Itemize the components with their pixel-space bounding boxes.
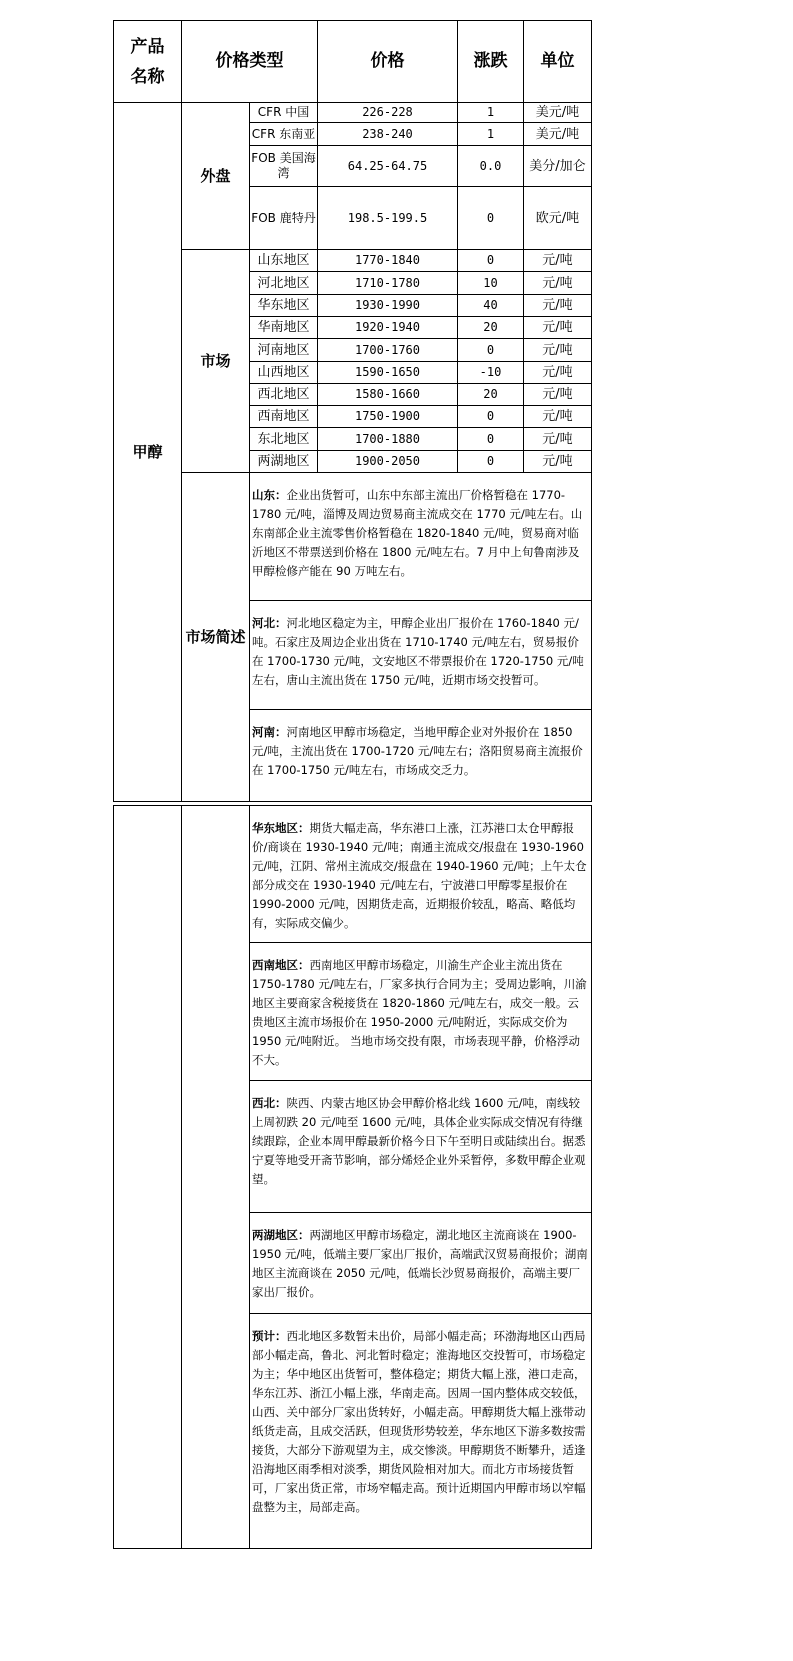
summary-text: 河北地区稳定为主，甲醇企业出厂报价在 1760-1840 元/吨。石家庄及周边企业出货在 1710-1740 元/吨左右，贸易报价在 1700-1730 元/吨，文安地区不带票报价在 1720-1750 元/吨左右，唐山主流出货在 1750 元/吨，近期市场交投暂可。 — [252, 616, 584, 687]
region-cell: 西南地区 — [257, 409, 310, 424]
change-cell: 1 — [486, 105, 495, 119]
unit-cell: 元/吨 — [542, 454, 573, 469]
change-cell: 0 — [486, 409, 495, 423]
table-rule-vertical — [591, 805, 592, 1549]
market-summary-block — [250, 723, 591, 800]
group-market: 市场 — [200, 351, 231, 370]
price-type-cell: CFR 中国 — [257, 105, 310, 119]
unit-cell: 元/吨 — [542, 431, 573, 447]
table-rule-horizontal — [113, 102, 592, 103]
region-cell: 两湖地区 — [257, 454, 310, 469]
market-summary-block — [250, 956, 591, 1079]
price-cell: 238-240 — [362, 126, 413, 141]
change-cell: 1 — [486, 126, 495, 141]
region-cell: 山东地区 — [257, 253, 310, 268]
change-cell: 20 — [483, 387, 498, 401]
region-cell: 河南地区 — [257, 342, 310, 358]
table-rule-horizontal — [249, 1080, 592, 1081]
header-change: 涨跌 — [473, 51, 508, 71]
summary-label: 华东地区： — [252, 821, 310, 835]
table-rule-horizontal — [249, 942, 592, 943]
summary-text: 陕西、内蒙古地区协会甲醇价格北线 1600 元/吨，南线较上周初跌 20 元/吨至 1600 元/吨，具体企业实际成交情况有待继续跟踪，企业本周甲醇最新价格今日下午至明日或陆续出台。据悉宁夏等地受开斋节影响，部分烯烃企业外采暂停，多数甲醇企业观望。 — [252, 1096, 586, 1186]
market-summary-block — [250, 614, 591, 708]
table-rule-vertical — [249, 102, 250, 802]
table-rule-vertical — [591, 20, 592, 802]
price-cell: 1900-2050 — [354, 454, 421, 468]
summary-label: 河南： — [252, 725, 287, 739]
price-cell: 1750-1900 — [354, 409, 421, 423]
change-cell: 0 — [486, 342, 495, 357]
market-summary-block — [250, 819, 591, 941]
header-price-type: 价格类型 — [215, 51, 284, 71]
summary-label: 西北： — [252, 1096, 287, 1110]
price-cell: 226-228 — [362, 105, 413, 119]
price-cell: 1770-1840 — [354, 253, 421, 267]
price-cell: 1580-1660 — [354, 387, 421, 401]
region-cell: 东北地区 — [257, 431, 310, 447]
table-rule-horizontal — [249, 145, 592, 146]
table-rule-horizontal — [113, 805, 592, 806]
change-cell: 0 — [486, 253, 495, 267]
unit-cell: 美分/加仑 — [529, 158, 586, 174]
unit-cell: 元/吨 — [542, 275, 573, 291]
product-name-cell: 甲醇 — [132, 442, 163, 461]
change-cell: 10 — [483, 275, 498, 290]
unit-cell: 元/吨 — [542, 253, 573, 268]
header-unit: 单位 — [540, 51, 575, 71]
price-type-cell: FOB 美国海湾 — [251, 151, 316, 180]
summary-label: 山东： — [252, 488, 287, 502]
table-rule-horizontal — [249, 1212, 592, 1213]
price-cell: 198.5-199.5 — [347, 210, 428, 225]
change-cell: -10 — [479, 365, 502, 379]
table-rule-horizontal — [249, 316, 592, 317]
table-rule-vertical — [523, 20, 524, 473]
table-rule-horizontal — [181, 472, 592, 473]
price-cell: 1930-1990 — [354, 298, 421, 312]
market-summary-block — [250, 1226, 591, 1312]
table-rule-vertical — [181, 20, 182, 802]
table-rule-horizontal — [113, 801, 592, 802]
group-external: 外盘 — [200, 166, 231, 185]
price-type-cell: FOB 鹿特丹 — [251, 210, 316, 225]
region-cell: 西北地区 — [257, 387, 310, 402]
unit-cell: 元/吨 — [542, 298, 573, 313]
table-rule-vertical — [113, 20, 114, 802]
region-cell: 河北地区 — [257, 275, 310, 291]
change-cell: 20 — [483, 320, 498, 334]
change-cell: 0 — [486, 431, 495, 446]
unit-cell: 元/吨 — [542, 409, 573, 424]
change-cell: 0 — [486, 454, 495, 468]
price-cell: 1920-1940 — [354, 320, 421, 334]
summary-text: 期货大幅走高，华东港口上涨，江苏港口太仓甲醇报价/商谈在 1930-1940 元/吨；南通主流成交/报盘在 1930-1960 元/吨，江阴、常州主流成交/报盘在 1940-1960 元/吨；上午太仓部分成交在 1930-1940 元/吨左右，宁波港口甲醇零星报价在 1990-2000 元/吨，因期货走高，近期报价较乱，略高、略低均有，实际成交偏少。 — [252, 821, 587, 930]
group-summary: 市场简述 — [185, 627, 246, 646]
region-cell: 华南地区 — [257, 320, 310, 335]
table-rule-horizontal — [113, 1548, 592, 1549]
table-rule-horizontal — [249, 600, 592, 601]
table-rule-vertical — [317, 20, 318, 473]
table-rule-horizontal — [249, 427, 592, 428]
market-summary-block — [250, 1327, 591, 1547]
change-cell: 0 — [486, 210, 495, 225]
table-rule-vertical — [457, 20, 458, 473]
change-cell: 40 — [483, 298, 498, 312]
table-rule-vertical — [181, 805, 182, 1549]
price-cell: 1590-1650 — [354, 365, 421, 379]
unit-cell: 美元/吨 — [535, 105, 580, 120]
summary-text: 企业出货暂可，山东中东部主流出厂价格暂稳在 1770-1780 元/吨，淄博及周边贸易商主流成交在 1770 元/吨左右。山东南部企业主流零售价格暂稳在 1820-1840 元/吨，贸易商对临沂地区不带票送到价格在 1800 元/吨左右。7 月中上旬鲁南涉及甲醇检修产能在 90 万吨左右。 — [252, 488, 583, 578]
region-cell: 山西地区 — [257, 365, 310, 380]
market-summary-block — [250, 486, 591, 599]
unit-cell: 元/吨 — [542, 387, 573, 402]
header-price: 价格 — [370, 51, 405, 71]
region-cell: 华东地区 — [257, 298, 310, 313]
price-cell: 1700-1760 — [354, 342, 421, 357]
table-rule-horizontal — [249, 186, 592, 187]
price-cell: 64.25-64.75 — [347, 158, 428, 173]
table-rule-vertical — [113, 805, 114, 1549]
summary-label: 预计： — [252, 1329, 287, 1343]
summary-label: 河北： — [252, 616, 287, 630]
change-cell: 0.0 — [479, 158, 502, 173]
table-rule-horizontal — [249, 1313, 592, 1314]
price-cell: 1710-1780 — [354, 275, 421, 290]
unit-cell: 元/吨 — [542, 365, 573, 380]
summary-label: 两湖地区： — [252, 1228, 310, 1242]
price-cell: 1700-1880 — [354, 431, 421, 446]
price-type-cell: CFR 东南亚 — [251, 126, 316, 141]
market-summary-block — [250, 1094, 591, 1211]
summary-label: 西南地区： — [252, 958, 310, 972]
table-rule-horizontal — [249, 122, 592, 123]
unit-cell: 元/吨 — [542, 320, 573, 335]
header-product-name: 产品名称 — [130, 36, 165, 87]
unit-cell: 美元/吨 — [535, 126, 580, 142]
table-rule-horizontal — [249, 294, 592, 295]
table-rule-horizontal — [181, 249, 592, 250]
unit-cell: 欧元/吨 — [535, 210, 580, 226]
summary-text: 西北地区多数暂未出价，局部小幅走高；环渤海地区山西局部小幅走高，鲁北、河北暂时稳定；淮海地区交投暂可，市场稳定为主；华中地区出货暂可，整体稳定；期货大幅上涨，港口走高，华东江苏、浙江小幅上涨，华南走高。因周一国内整体成交较低，山西、关中部分厂家出货转好，小幅走高。甲醇期货大幅上涨带动纸货走高，且成交活跃，但现货形势较差，华东地区下游多数按需接货，大部分下游观望为主，成交惨淡。甲醇期货不断攀升，适逢沿海地区雨季相对淡季，期货风险相对加大。而北方市场接货暂可，厂家出货正常，市场窄幅走高。预计近期国内甲醇市场以窄幅盘整为主，局部走高。 — [252, 1329, 586, 1514]
table-rule-horizontal — [249, 338, 592, 339]
table-rule-horizontal — [249, 450, 592, 451]
table-rule-horizontal — [249, 405, 592, 406]
summary-text: 河南地区甲醇市场稳定，当地甲醇企业对外报价在 1850 元/吨，主流出货在 1700-1720 元/吨左右；洛阳贸易商主流报价在 1700-1750 元/吨左右，市场成交乏力。 — [252, 725, 583, 777]
table-rule-horizontal — [249, 383, 592, 384]
summary-text: 两湖地区甲醇市场稳定，湖北地区主流商谈在 1900-1950 元/吨，低端主要厂家出厂报价，高端武汉贸易商报价；湖南地区主流商谈在 2050 元/吨，低端长沙贸易商报价，高端主要厂家出厂报价。 — [252, 1228, 588, 1299]
table-rule-horizontal — [249, 361, 592, 362]
table-rule-vertical — [249, 805, 250, 1549]
table-rule-horizontal — [113, 20, 592, 21]
table-rule-horizontal — [249, 709, 592, 710]
table-rule-horizontal — [249, 271, 592, 272]
summary-text: 西南地区甲醇市场稳定，川渝生产企业主流出货在 1750-1780 元/吨左右，厂家多执行合同为主；受周边影响，川渝地区主要商家含税接货在 1820-1860 元/吨左右，成交一般。云贵地区主流市场报价在 1950-2000 元/吨附近，实际成交价为 1950 元/吨附近。 当地市场交投有限，市场表现平静，价格浮动不大。 — [252, 958, 587, 1067]
unit-cell: 元/吨 — [542, 342, 573, 358]
